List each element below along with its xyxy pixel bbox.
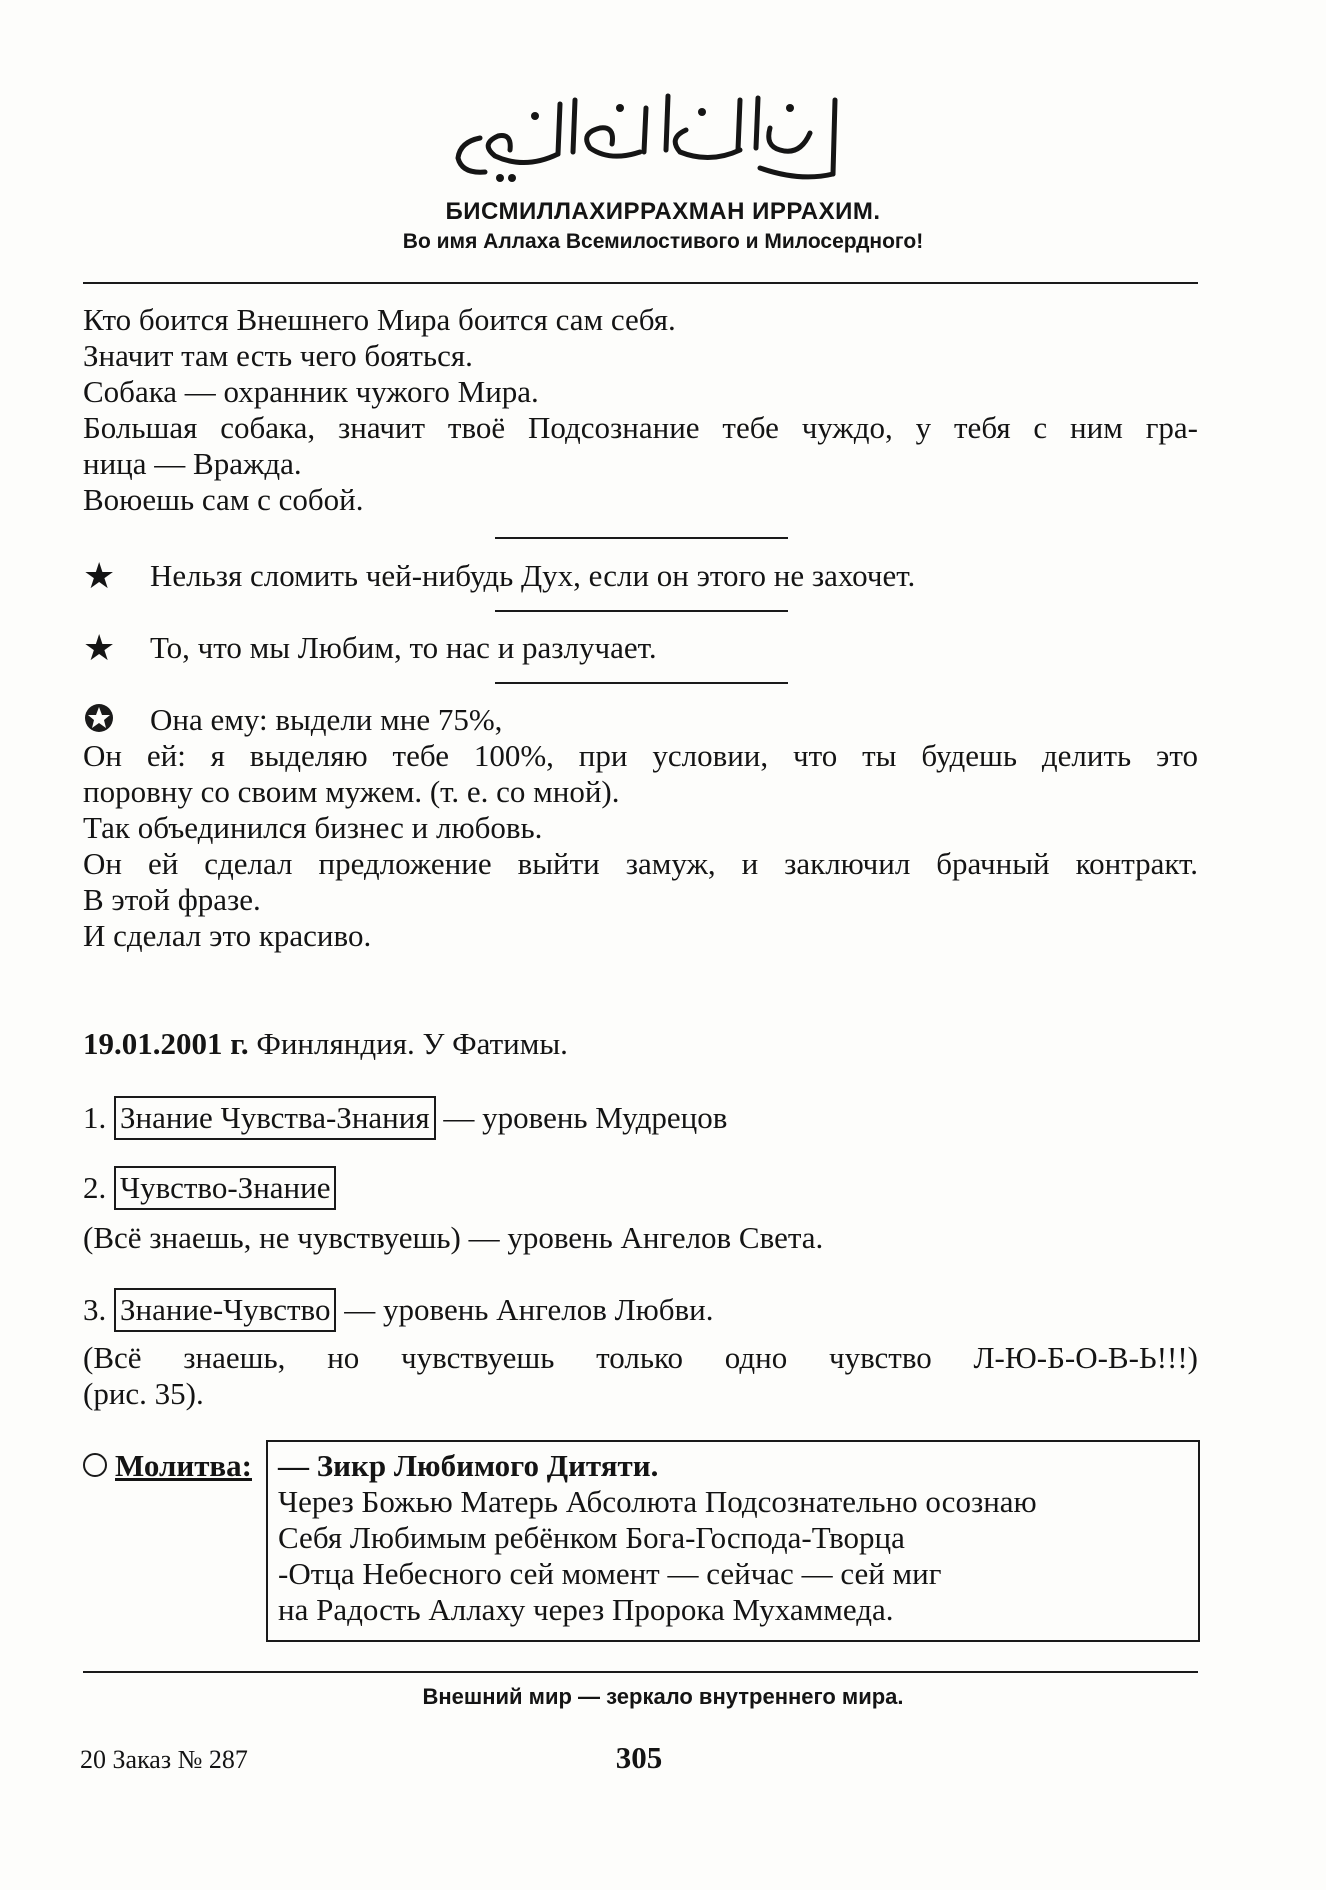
story-line: И сделал это красиво. [83,918,372,953]
level-item [83,1096,727,1140]
story-line: поровну со своим мужем. (т. е. со мной). [83,774,620,809]
level-description: — уровень Мудрецов [443,1100,728,1135]
prayer-line: на Радость Аллаху через Пророка Мухаммеда. [278,1592,894,1627]
story-line: Она ему: выдели мне 75%, [150,702,503,737]
dated-heading [83,1026,568,1062]
level-number: 2. [83,1170,107,1205]
level-description: — уровень Ангелов Любви. [344,1292,714,1327]
level-term-box: Знание Чувства-Знания [114,1096,436,1140]
story-line: В этой фразе. [83,882,261,917]
section-divider [495,537,788,539]
intro-line: Собака — охранник чужого Мира. [83,374,539,409]
entry-place: Финляндия. У Фатимы. [256,1026,568,1061]
page-number: 305 [615,1740,663,1775]
star-icon: ★ [83,628,116,668]
prayer-line: Себя Любимым ребёнком Бога-Господа-Творца [278,1520,905,1555]
story-line: Так объединился бизнес и любовь. [83,810,543,845]
prayer-title: — Зикр Любимого Дитяти. [278,1448,659,1483]
intro-line: Воюешь сам с собой. [83,482,364,517]
level-number: 1. [83,1100,107,1135]
level-number: 3. [83,1292,107,1327]
circled-star-icon [83,702,115,734]
level-note: (рис. 35). [83,1376,204,1411]
circle-icon [83,1453,107,1477]
intro-line: Кто боится Внешнего Мира боится сам себя. [83,302,676,337]
prayer-label [83,1448,252,1484]
star-icon: ★ [83,556,116,596]
print-order-note: 20 Заказ № 287 [80,1745,248,1774]
header-divider [83,282,1198,284]
intro-line: Значит там есть чего бояться. [83,338,473,373]
prayer-label-text: Молитва: [115,1448,252,1483]
section-divider [495,610,788,612]
aphorism-text: Нельзя сломить чей-нибудь Дух, если он этого не захочет. [150,558,916,593]
level-item [83,1288,714,1332]
level-term-box: Чувство-Знание [114,1166,336,1210]
entry-date: 19.01.2001 г. [83,1026,249,1061]
intro-line: ница — Вражда. [83,446,302,481]
footer-motto: Внешний мир — зеркало внутреннего мира. [422,1684,904,1709]
intro-line: Большая собака, значит твоё Подсознание тебе чуждо, у тебя с ним гра- [83,410,1198,445]
level-note: (Всё знаешь, но чувствуешь только одно чувство Л-Ю-Б-О-В-Ь!!!) [83,1340,1198,1375]
bismillah-translation: Во имя Аллаха Всемилостивого и Милосердного! [402,230,924,253]
aphorism-text: То, что мы Любим, то нас и разлучает. [150,630,657,665]
prayer-line: -Отца Небесного сей момент — сейчас — сей миг [278,1556,942,1591]
footer-divider [83,1671,1198,1673]
bismillah-calligraphy [440,78,860,188]
bismillah-title: БИСМИЛЛАХИРРАХМАН ИРРАХИМ. [445,198,881,225]
story-line: Он ей: я выделяю тебе 100%, при условии, что ты будешь делить это [83,738,1198,773]
level-term-box: Знание-Чувство [114,1288,336,1332]
level-item [83,1166,336,1210]
prayer-line: Через Божью Матерь Абсолюта Подсознательно осознаю [278,1484,1037,1519]
level-note: (Всё знаешь, не чувствуешь) — уровень Ангелов Света. [83,1220,824,1255]
story-line: Он ей сделал предложение выйти замуж, и заключил брачный контракт. [83,846,1198,881]
section-divider [495,682,788,684]
